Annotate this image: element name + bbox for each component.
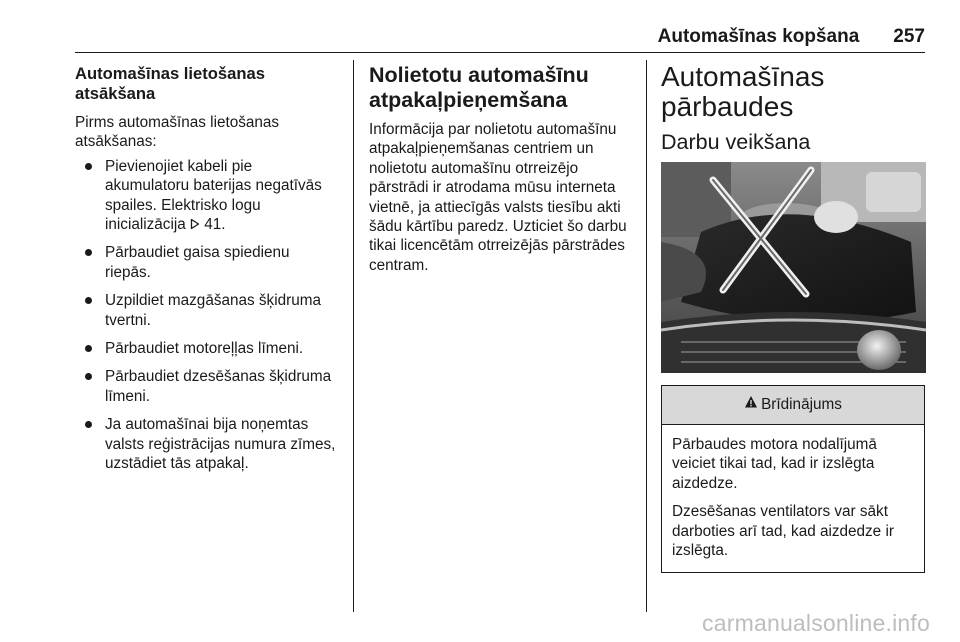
engine-compartment-photo [661,162,926,373]
column-restart-vehicle [75,62,337,483]
header-rule [75,52,925,53]
page-reference-triangle-icon [190,215,200,234]
chapter-title: Automašīnas pārbaudes [661,61,825,122]
end-of-life-body: Informācija par nolietotu automašīnu atpakaļpieņemšanas centriem un nolietotu automašīnu otrreizējo pārstrādi ir atrodama mūsu interneta vietnē, ja attiecīgās valsts tiesību akti šādu kārtību paredz. Uzticiet šo darbu tikai licencētām otrreizējās pārstrādes centram. [369,121,627,274]
warning-header [662,386,924,425]
restart-intro: Pirms automašīnas lietošanas atsākšanas: [75,114,280,151]
warning-triangle-icon [744,395,761,414]
list-item [75,157,337,235]
column-divider-1 [353,60,354,612]
column-end-of-life [369,62,637,275]
watermark: carmanualsonline.info [702,610,930,636]
warning-paragraph: Pārbaudes motora nodalījumā veiciet tikai tad, kad ir izslēgta aizdedze. [672,436,877,492]
list-item [75,243,337,282]
list-item-text: Ja automašīnai bija noņemtas valsts reģistrācijas numura zīmes, uzstādiet tās atpakaļ. [105,416,336,473]
column-divider-2 [646,60,647,612]
warning-body [662,425,924,572]
warning-box [661,385,925,573]
running-head [75,26,925,52]
list-item-text: Pievienojiet kabeli pie akumulatoru baterijas negatīvās spailes. Elektrisko logu inicializācija [105,157,322,234]
list-item [75,339,337,358]
list-item-text: Pārbaudiet motoreļļas līmeni. [105,340,304,358]
restart-checklist [75,157,337,474]
warning-paragraph: Dzesēšanas ventilators var sākt darboties arī tad, kad aizdedze ir izslēgta. [672,503,894,560]
list-item [75,291,337,330]
section-heading-performing-work: Darbu veikšana [661,130,811,154]
page-number: 257 [893,26,925,47]
list-item-text: Pārbaudiet dzesēšanas šķidruma līmeni. [105,368,332,405]
section-heading-end-of-life: Nolietotu automašīnu atpakaļpieņemšana [369,63,589,112]
list-item [75,415,337,473]
page-reference-link[interactable]: 41. [204,216,226,234]
list-item-text: Uzpildiet mazgāšanas šķidruma tvertni. [105,292,321,329]
column-vehicle-checks [661,62,926,573]
running-head-title: Automašīnas kopšana [657,26,860,47]
list-item-text: Pārbaudiet gaisa spiedienu riepās. [105,244,290,281]
list-item [75,367,337,406]
section-heading-restart: Automašīnas lietošanas atsākšana [75,64,265,103]
warning-title: Brīdinājums [761,396,842,414]
